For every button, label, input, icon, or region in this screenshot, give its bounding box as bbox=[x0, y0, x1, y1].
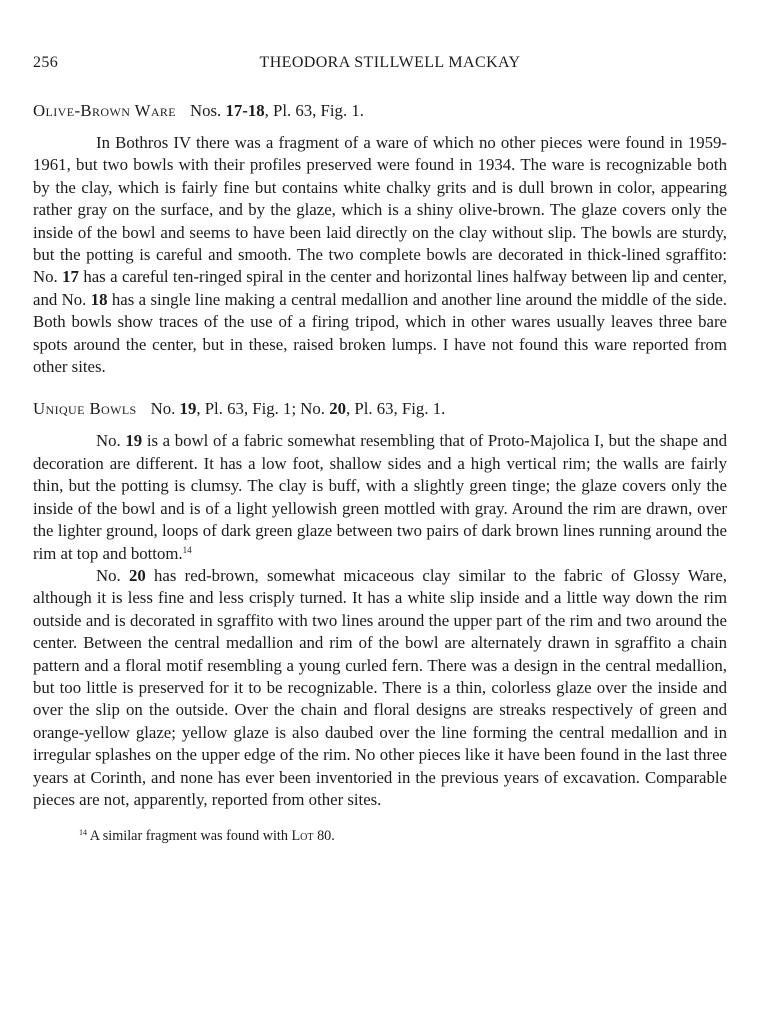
text-run: No. bbox=[96, 565, 129, 585]
catalog-number: 18 bbox=[90, 289, 108, 309]
lot-label: Lot bbox=[291, 828, 314, 845]
paragraph-olive-brown-ware bbox=[33, 132, 727, 378]
running-head-author bbox=[33, 54, 727, 72]
footnote bbox=[33, 827, 727, 845]
section-heading-olive-brown-ware bbox=[33, 100, 727, 122]
author-name: THEODORA STILLWELL MACKAY bbox=[259, 54, 521, 71]
footnote-text: 80. bbox=[313, 828, 335, 845]
section-ref-post: , Pl. 63, Fig. 1. bbox=[264, 101, 364, 120]
page bbox=[33, 54, 727, 845]
text-run: No. bbox=[96, 431, 126, 451]
catalog-number: 20 bbox=[128, 565, 146, 585]
catalog-number: 17 bbox=[62, 267, 79, 287]
paragraph-no-20 bbox=[33, 565, 727, 811]
section-ref-text: , Pl. 63, Fig. 1; No. bbox=[196, 399, 330, 419]
catalog-number: 20 bbox=[329, 399, 346, 419]
text-run: has a single line making a central medallion and another line around the middle of the side. Both bowls show traces of the use of a firing tripod, which in other wares usually leaves three bare spots around the center, but in these, raised broken lumps. I have not found this ware reported from other sites. bbox=[33, 289, 727, 377]
text-run: has a careful ten-ringed spiral in the center and horizontal lines halfway between lip and center, and No. bbox=[33, 267, 728, 309]
section-ref-pre: Nos. bbox=[190, 101, 226, 120]
section-ref-numbers: 17-18 bbox=[225, 101, 265, 120]
section-ref-text: No. bbox=[150, 399, 180, 419]
text-run: In Bothros IV there was a fragment of a ware of which no other pieces were found in 1959-1961, but two bowls with their profiles preserved were found in 1934. The ware is recognizable both by the clay, which is fairly fine but contains white chalky grits and is dull brown in color, appearing rather gray on the surface, and by the glaze, which is a shiny olive-brown. The glaze covers only the inside of the bowl and seems to have been laid directly on the clay without slip. The bowls are sturdy, but the potting is careful and smooth. The two complete bowls are decorated in thick-lined sgraffito: No. bbox=[33, 133, 727, 287]
text-run: is a bowl of a fabric somewhat resembling that of Proto-Majolica I, but the shape and decoration are different. It has a low foot, shallow sides and a high vertical rim; the walls are fairly thin, but the potting is clumsy. The clay is buff, with a slightly green tinge; the glaze covers only the inside of the bowl and is of a light yellowish green mottled with gray. Around the rim are drawn, over the lighter ground, loops of dark green glaze between two pairs of dark brown lines running around the rim at top and bottom. bbox=[33, 431, 727, 563]
running-head bbox=[33, 54, 727, 78]
section-title: Unique Bowls bbox=[33, 399, 137, 419]
catalog-number: 19 bbox=[125, 431, 143, 451]
footnote-reference[interactable]: 14 bbox=[182, 544, 192, 555]
footnote-number: 14 bbox=[79, 828, 87, 838]
section-title: Olive-Brown Ware bbox=[33, 101, 177, 120]
section-ref-text: , Pl. 63, Fig. 1. bbox=[345, 399, 446, 419]
paragraph-no-19 bbox=[33, 430, 727, 564]
footnote-text: A similar fragment was found with bbox=[87, 828, 292, 845]
section-heading-unique-bowls bbox=[33, 398, 727, 420]
text-run: has red-brown, somewhat micaceous clay similar to the fabric of Glossy Ware, although it is less fine and less crisply turned. It has a white slip inside and a little way down the rim outside and is decorated in sgraffito with two lines around the upper part of the rim and two around the center. Between the central medallion and rim of the bowl are alternately drawn in sgraffito a chain pattern and a floral motif resembling a young curled fern. There was a design in the central medallion, but too little is preserved for it to be recognizable. There is a thin, colorless glaze over the inside and over the slip on the outside. Over the chain and floral designs are streaks respectively of green and orange-yellow glaze; yellow glaze is also daubed over the line forming the central medallion and in irregular splashes on the upper edge of the rim. No other pieces like it have been found in the last three years at Corinth, and none has ever been inventoried in the previous years of excavation. Comparable pieces are not, apparently, reported from other sites. bbox=[33, 565, 727, 809]
catalog-number: 19 bbox=[179, 399, 197, 419]
page-number: 256 bbox=[33, 54, 59, 71]
